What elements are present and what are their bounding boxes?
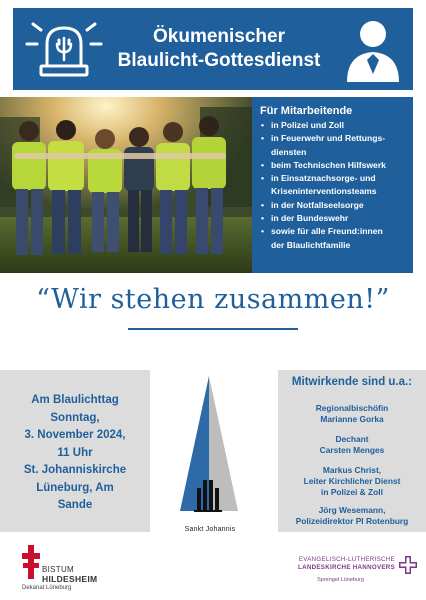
event-details-box [0,370,150,532]
contributor-entry [278,403,426,425]
contributors-title: Mitwirkende sind u.a.: [291,376,413,388]
list-item: • in Polizei und Zoll [260,119,407,132]
church-logo [180,376,238,526]
bistum-line-1: BISTUM [42,565,75,574]
contributor-entry [278,505,426,527]
contributor-entry [278,434,426,456]
beacon-icon [23,14,105,84]
slogan: “Wir stehen zusammen!” [36,284,390,315]
dekanat-label: Dekanat Lüneburg [22,585,72,591]
page-title [105,25,333,73]
person-icon [343,14,403,84]
title-line-2: Blaulicht-Gottesdienst [117,50,321,71]
contributor-line: Carsten Menges [319,445,385,455]
list-item: • in der Notfallseelsorge [260,199,407,212]
event-line: 3. November 2024, [24,429,126,441]
landes-line-2: LANDESKIRCHE HANNOVERS [297,564,395,571]
slogan-divider [128,328,298,330]
sprengel-label: Sprengel Lüneburg [317,577,364,583]
event-line: St. Johanniskirche [23,464,127,476]
event-line: Sonntag, [50,411,100,424]
header-banner [13,8,413,90]
list-item: • sowie für alle Freund:innen [260,225,407,238]
cross-icon [399,556,417,574]
list-item: • in Feuerwehr und Rettungs- [260,132,407,145]
event-line: Lüneburg, Am [36,481,114,494]
bistum-line-2: HILDESHEIM [42,574,98,584]
group-photo [0,97,252,273]
list-item: • in der Bundeswehr [260,212,407,225]
contributor-line: Regionalbischöfin [315,403,389,413]
contributor-line: in Polizei & Zoll [321,487,383,497]
landes-line-1: EVANGELISCH-LUTHERISCHE [298,556,395,563]
title-line-1: Ökumenischer [153,26,285,47]
event-line: Sande [57,499,93,511]
church-name: Sankt Johannis [184,526,236,533]
landeskirche-logo [283,556,423,596]
event-line: Am Blaulichttag [31,394,119,406]
contributor-line: Marianne Gorka [320,414,384,424]
contributor-line: Dechant [335,434,369,444]
contributor-entry [278,465,426,498]
bistum-hildesheim-logo [22,545,142,593]
list-item-continued: der Blaulichtfamilie [271,239,351,250]
cross-icon [22,545,40,579]
contributor-line: Polizeidirektor PI Rotenburg [295,516,409,526]
event-details [0,392,150,515]
list-item: • beim Technischen Hilfswerk [260,159,407,172]
audience-list [260,119,407,252]
target-audience-panel [252,97,413,273]
contributor-line: Jörg Wesemann, [318,505,386,515]
contributors-box [278,370,426,532]
list-item: • in Einsatznachsorge- und [260,172,407,185]
audience-heading: Für Mitarbeitende [260,105,353,117]
contributor-line: Leiter Kirchlicher Dienst [303,476,401,486]
event-line: 11 Uhr [57,446,93,459]
contributor-line: Markus Christ, [322,465,382,475]
list-item-continued: diensten [271,146,307,157]
list-item-continued: Kriseninterventionsteams [271,186,377,197]
